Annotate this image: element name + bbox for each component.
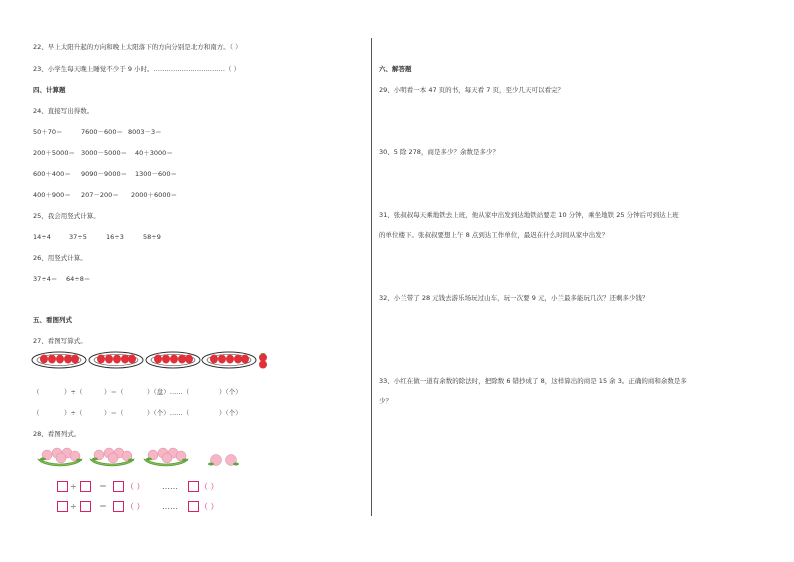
question-24: 24、直接写出得数。 xyxy=(33,107,94,115)
answer-paren[interactable]: （ ） xyxy=(200,482,219,491)
column-divider xyxy=(371,38,372,516)
section-4-title: 四、计算题 xyxy=(33,86,66,94)
answer-box[interactable] xyxy=(188,481,199,492)
answer-box[interactable] xyxy=(80,501,91,512)
q27-blank: ）（个）……（ xyxy=(147,409,190,417)
question-25: 25、我会用竖式计算。 xyxy=(33,212,100,220)
calc-item: 207－200＝ xyxy=(81,191,119,199)
calc-item: 400＋900＝ xyxy=(33,191,71,199)
calc-item: 600＋400＝ xyxy=(33,170,71,178)
answer-paren[interactable]: （ ） xyxy=(126,502,145,511)
remainder-dots: …… xyxy=(162,502,178,511)
calc-item: 7600－600＝ xyxy=(81,128,123,136)
question-29: 29、小明看一本 47 页的书，每天看 7 页，至少几天可以看完？ xyxy=(379,86,564,94)
divide-sign: ÷ xyxy=(70,482,77,491)
question-31: 31、张叔叔每天乘地铁去上班，他从家中出发到达地铁站要走 10 分钟，乘坐地铁 25 分钟后可到达上班 xyxy=(379,211,679,219)
vertical-calc-item: 64÷8＝ xyxy=(66,275,91,283)
answer-box[interactable] xyxy=(113,501,124,512)
question-33: 33、小红在做一道有余数的除法时，把除数 6 错抄成了 8，这样算出的商是 15 余 3。正确的商和余数是多 xyxy=(379,377,687,385)
vertical-calc-item: 16÷3 xyxy=(106,233,124,241)
question-27: 27、看图写算式。 xyxy=(33,337,87,345)
vertical-calc-item: 37÷4＝ xyxy=(33,275,58,283)
loose-peaches-icon xyxy=(207,451,241,467)
calc-item: 2000＋6000＝ xyxy=(131,191,178,199)
q27-blank: ）（盘）……（ xyxy=(147,388,190,396)
loose-strawberries-icon xyxy=(258,353,268,369)
q27-blank: ）÷（ xyxy=(64,409,83,417)
vertical-calc-item: 37÷5 xyxy=(69,233,87,241)
answer-box[interactable] xyxy=(188,501,199,512)
q27-blank: ）（个） xyxy=(219,409,242,417)
calc-item: 1300－600＝ xyxy=(135,170,177,178)
strawberry-plate-icon xyxy=(31,351,87,369)
question-23: 23、小学生每天晚上睡觉不少于 9 小时。……………………………（ ） xyxy=(33,65,241,73)
peach-plate-icon xyxy=(89,445,135,467)
vertical-calc-item: 14÷4 xyxy=(33,233,51,241)
remainder-dots: …… xyxy=(162,482,178,491)
question-33-cont: 少？ xyxy=(379,397,392,405)
calc-item: 50＋70＝ xyxy=(33,128,63,136)
calc-item: 200＋5000＝ xyxy=(33,149,75,157)
answer-box[interactable] xyxy=(57,501,68,512)
question-31-cont: 的单位楼下。张叔叔要想上午 8 点到达工作单位，最迟在什么时间从家中出发？ xyxy=(379,231,609,239)
calc-item: 9090－9000＝ xyxy=(81,170,128,178)
q27-blank: ）÷（ xyxy=(64,388,83,396)
answer-box[interactable] xyxy=(80,481,91,492)
q27-blank: （ xyxy=(33,409,40,417)
equals-sign: ＝ xyxy=(99,502,107,511)
answer-paren[interactable]: （ ） xyxy=(200,502,219,511)
q27-blank: ）（个） xyxy=(219,388,242,396)
answer-paren[interactable]: （ ） xyxy=(126,482,145,491)
equals-sign: ＝ xyxy=(99,482,107,491)
divide-sign: ÷ xyxy=(70,502,77,511)
vertical-calc-item: 58÷9 xyxy=(143,233,161,241)
peach-plate-icon xyxy=(37,445,83,467)
question-32: 32、小兰带了 28 元钱去游乐场玩过山车，玩一次要 9 元，小兰最多能玩几次？还剩多少钱？ xyxy=(379,294,649,302)
strawberry-plate-icon xyxy=(88,351,144,369)
calc-item: 3000－5000＝ xyxy=(81,149,128,157)
strawberry-plate-icon xyxy=(145,351,201,369)
calc-item: 40＋3000＝ xyxy=(135,149,173,157)
peach-plate-icon xyxy=(143,445,189,467)
strawberry-plate-icon xyxy=(201,351,257,369)
section-6-title: 六、解答题 xyxy=(379,65,412,73)
question-26: 26、用竖式计算。 xyxy=(33,254,87,262)
calc-item: 8003－3＝ xyxy=(128,128,162,136)
question-22: 22、早上太阳升起的方向和晚上太阳落下的方向分别是北方和南方。（ ） xyxy=(33,43,242,51)
q27-blank: ）＝（ xyxy=(104,388,124,396)
q27-blank: ）＝（ xyxy=(104,409,124,417)
answer-box[interactable] xyxy=(57,481,68,492)
q27-blank: （ xyxy=(33,388,40,396)
question-28: 28、看图列式。 xyxy=(33,430,81,438)
section-5-title: 五、看图列式 xyxy=(33,316,72,324)
answer-box[interactable] xyxy=(113,481,124,492)
question-30: 30、5 除 278，商是多少？余数是多少？ xyxy=(379,148,499,156)
